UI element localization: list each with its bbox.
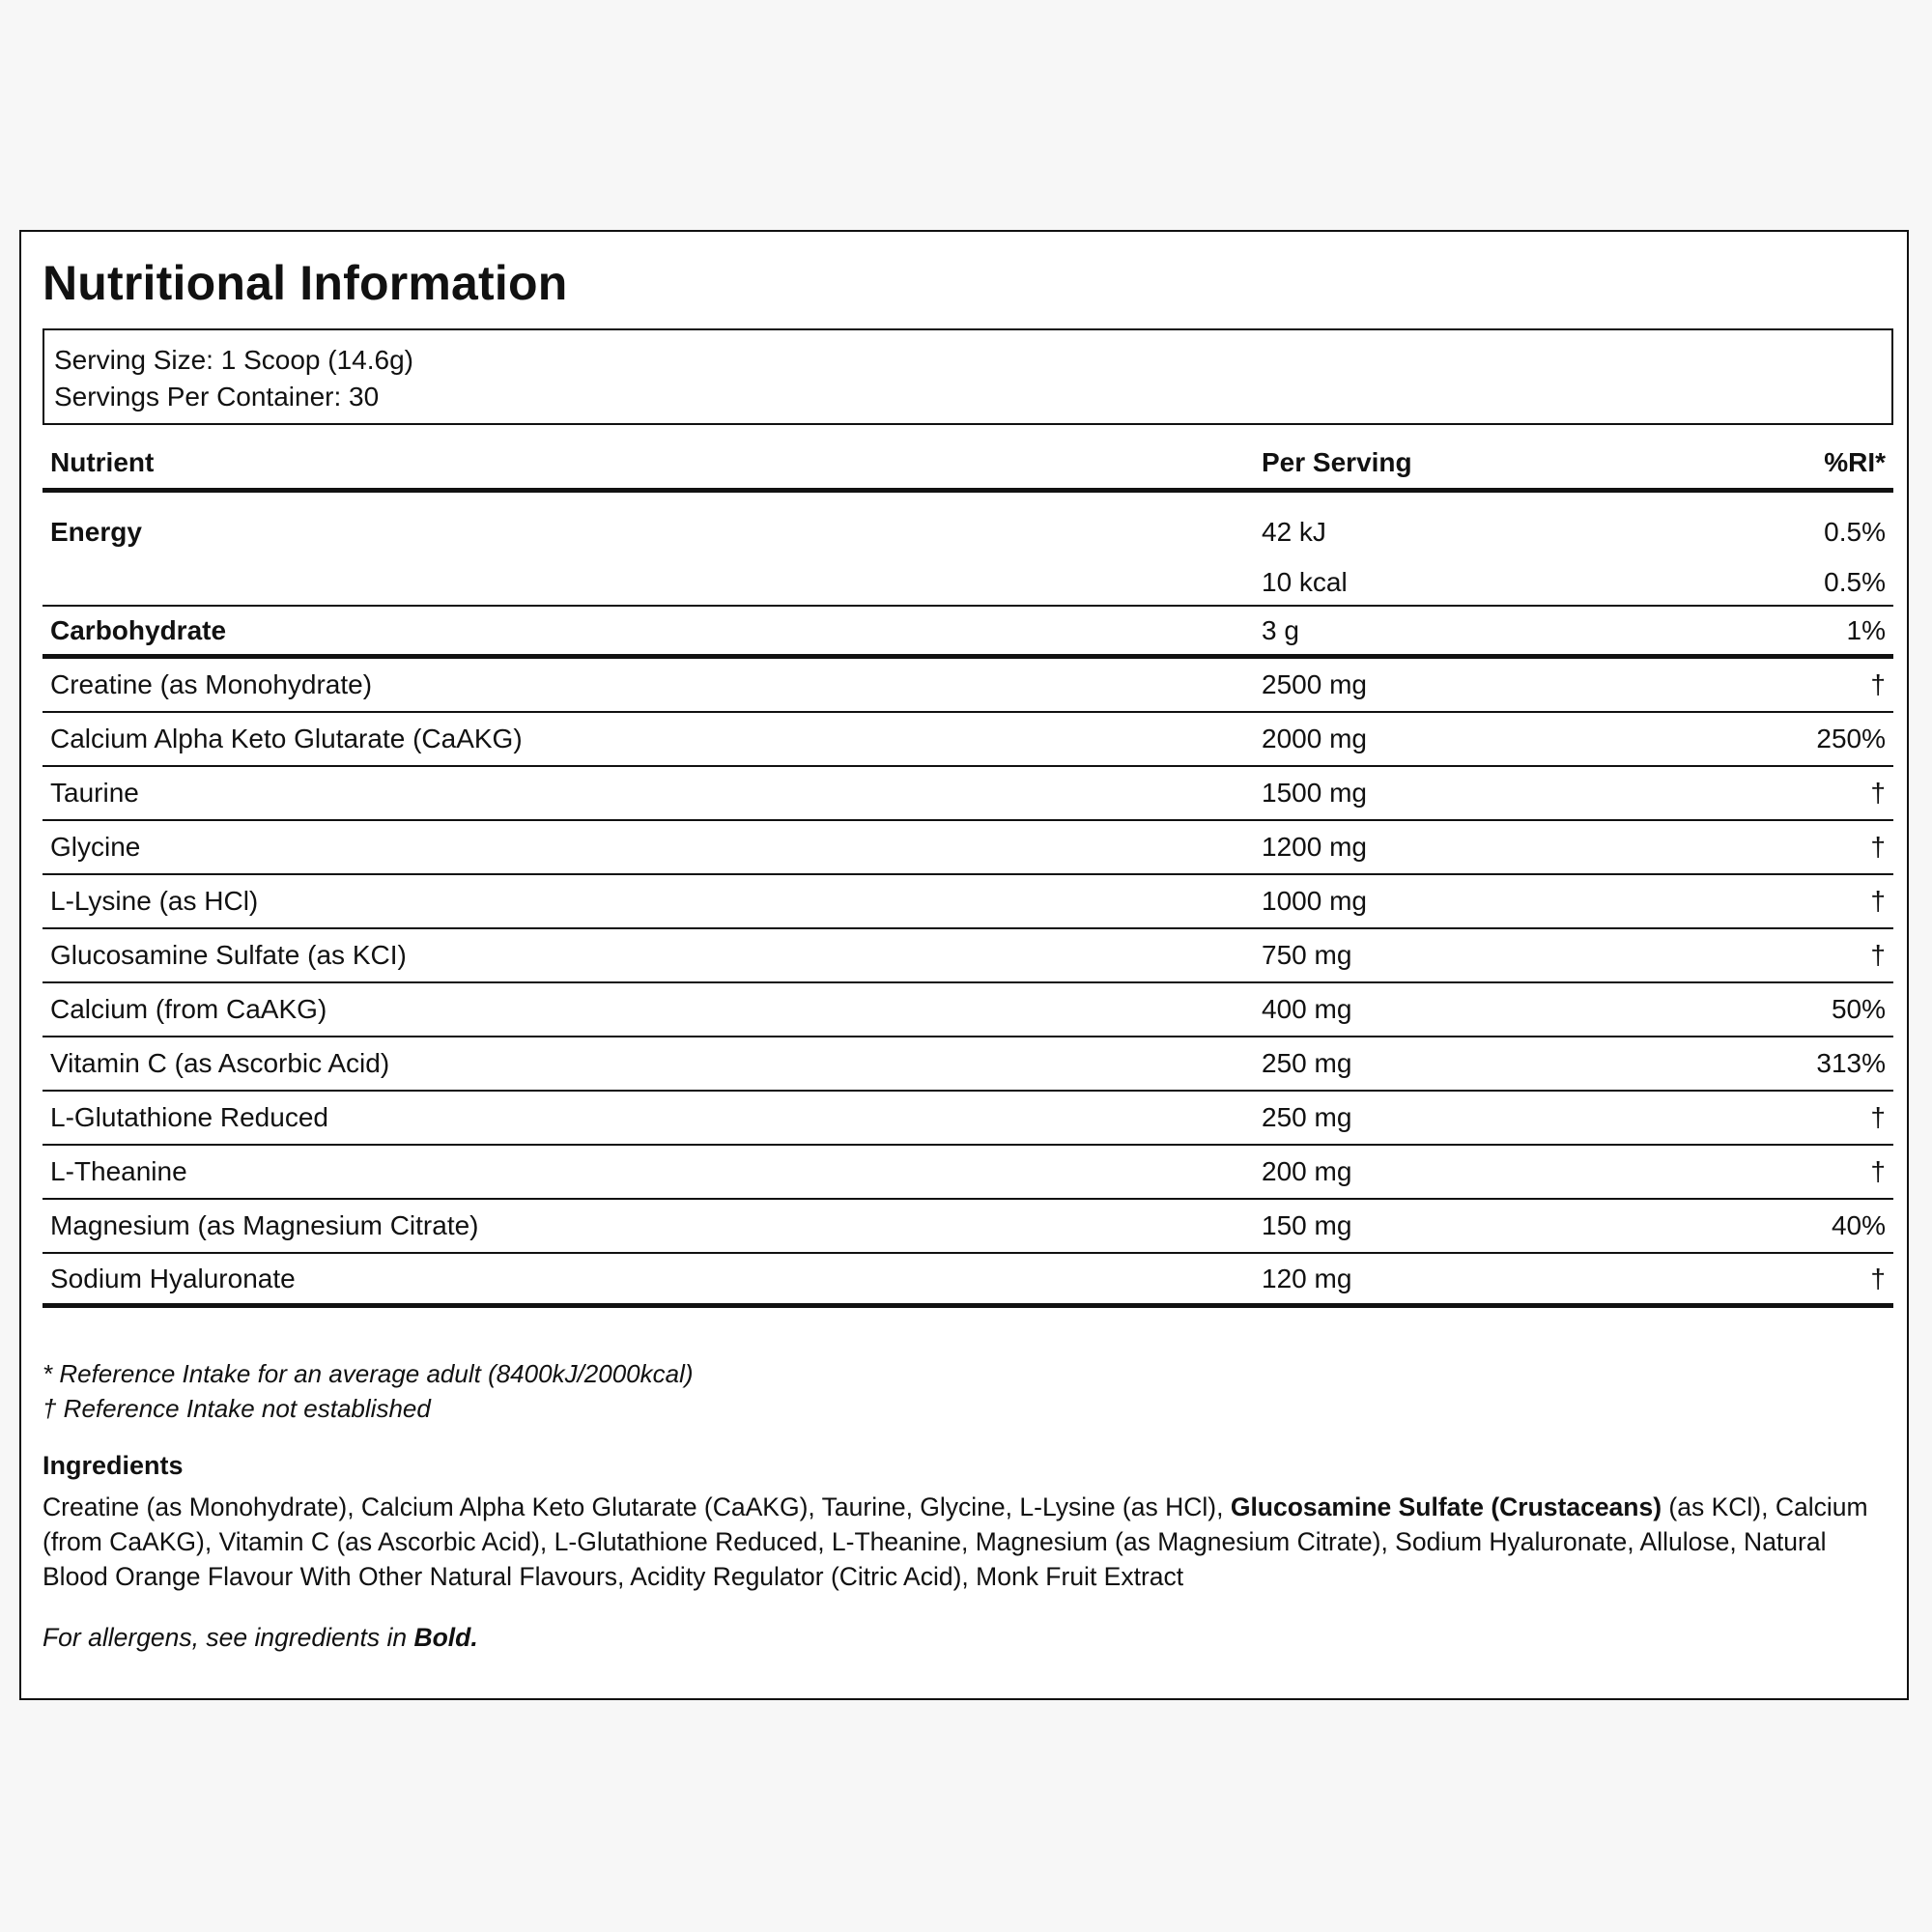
serving-info-box <box>43 328 1893 425</box>
nutrient-per-serving: 200 mg <box>1262 1156 1352 1186</box>
carbohydrate-value: 3 g <box>1262 614 1299 645</box>
nutrient-per-serving: 2500 mg <box>1262 669 1367 699</box>
allergen-note-bold: Bold. <box>413 1623 478 1652</box>
nutrition-table <box>43 437 1893 1308</box>
header-nutrient: Nutrient <box>50 446 155 477</box>
table-row <box>43 875 1893 929</box>
energy-kcal: 10 kcal <box>1262 567 1348 597</box>
nutrient-ri: 50% <box>1831 994 1886 1024</box>
nutrient-name: Vitamin C (as Ascorbic Acid) <box>50 1048 390 1078</box>
nutrient-ri: 250% <box>1816 724 1886 753</box>
energy-kj-ri: 0.5% <box>1824 517 1886 547</box>
table-row <box>43 767 1893 821</box>
nutrient-name: L-Theanine <box>50 1156 187 1186</box>
nutrient-name: Magnesium (as Magnesium Citrate) <box>50 1210 479 1240</box>
footnote-ri: * Reference Intake for an average adult (8400kJ/2000kcal) <box>43 1359 694 1388</box>
table-row <box>43 821 1893 875</box>
nutrient-per-serving: 250 mg <box>1262 1102 1352 1132</box>
nutrient-name: Taurine <box>50 778 139 808</box>
nutrient-name: L-Lysine (as HCl) <box>50 886 259 916</box>
nutrient-name: Calcium (from CaAKG) <box>50 994 327 1024</box>
serving-size: Serving Size: 1 Scoop (14.6g) <box>54 345 413 375</box>
table-row <box>43 713 1893 767</box>
nutrient-per-serving: 1200 mg <box>1262 832 1367 862</box>
ingredients-allergen: Glucosamine Sulfate (Crustaceans) <box>1230 1492 1662 1521</box>
nutrient-name: Calcium Alpha Keto Glutarate (CaAKG) <box>50 724 523 753</box>
nutrient-per-serving: 250 mg <box>1262 1048 1352 1078</box>
footnote-not-established: † Reference Intake not established <box>43 1394 431 1423</box>
table-row <box>43 983 1893 1037</box>
nutrient-per-serving: 750 mg <box>1262 940 1352 970</box>
nutrition-panel <box>19 230 1909 1700</box>
header-ri: %RI* <box>1824 446 1886 477</box>
nutrient-ri: 313% <box>1816 1048 1886 1078</box>
table-row <box>43 1200 1893 1254</box>
energy-kj: 42 kJ <box>1262 517 1326 547</box>
nutrient-name: Sodium Hyaluronate <box>50 1263 296 1293</box>
table-row <box>43 1254 1893 1308</box>
nutrient-per-serving: 400 mg <box>1262 994 1352 1024</box>
nutrient-per-serving: 1500 mg <box>1262 778 1367 808</box>
ingredients-title: Ingredients <box>43 1451 184 1480</box>
nutrient-ri: † <box>1870 1102 1886 1132</box>
nutrient-rows <box>43 659 1893 1308</box>
nutrient-ri: † <box>1870 669 1886 699</box>
allergen-note-text: For allergens, see ingredients in <box>43 1623 414 1652</box>
table-row <box>43 659 1893 713</box>
energy-kcal-row <box>43 560 1893 607</box>
servings-per-container: Servings Per Container: 30 <box>54 382 380 412</box>
ingredients-after: (as KCl), Calcium (from CaAKG), Vitamin C (as Ascorbic Acid), L-Glutathione Reduced, L-Theanine, Magnesium (as Magnesium Citrate), Sodium Hyaluronate, Allulose, Natural Blood Orange Flavour With Other Natural Flavours, Acidity Regulator (Citric Acid), Monk Fruit Extract <box>43 1492 1868 1591</box>
nutrient-ri: † <box>1870 832 1886 862</box>
nutrient-name: Creatine (as Monohydrate) <box>50 669 373 699</box>
nutrient-ri: 40% <box>1831 1210 1886 1240</box>
table-row <box>43 1092 1893 1146</box>
ingredients-text <box>43 1490 1888 1594</box>
ingredients-before: Creatine (as Monohydrate), Calcium Alpha Keto Glutarate (CaAKG), Taurine, Glycine, L-Lysine (as HCl), <box>43 1492 1231 1521</box>
nutrient-per-serving: 150 mg <box>1262 1210 1352 1240</box>
carbohydrate-ri: 1% <box>1846 614 1886 645</box>
header-per-serving: Per Serving <box>1262 446 1412 477</box>
table-header-row <box>43 437 1893 493</box>
energy-kcal-ri: 0.5% <box>1824 567 1886 597</box>
energy-label: Energy <box>50 517 142 547</box>
nutrient-name: L-Glutathione Reduced <box>50 1102 328 1132</box>
nutrient-per-serving: 1000 mg <box>1262 886 1367 916</box>
table-row <box>43 1146 1893 1200</box>
table-row <box>43 1037 1893 1092</box>
nutrient-ri: † <box>1870 940 1886 970</box>
allergen-note <box>43 1623 478 1653</box>
energy-kj-row <box>43 493 1893 560</box>
nutrient-ri: † <box>1870 778 1886 808</box>
carbohydrate-row <box>43 607 1893 659</box>
nutrient-ri: † <box>1870 886 1886 916</box>
nutrient-ri: † <box>1870 1156 1886 1186</box>
nutrient-name: Glucosamine Sulfate (as KCI) <box>50 940 407 970</box>
nutrient-ri: † <box>1870 1263 1886 1293</box>
nutrient-name: Glycine <box>50 832 141 862</box>
carbohydrate-label: Carbohydrate <box>50 614 227 645</box>
table-row <box>43 929 1893 983</box>
nutrient-per-serving: 2000 mg <box>1262 724 1367 753</box>
footnotes <box>43 1356 694 1426</box>
page-title: Nutritional Information <box>43 256 568 310</box>
nutrient-per-serving: 120 mg <box>1262 1263 1352 1293</box>
